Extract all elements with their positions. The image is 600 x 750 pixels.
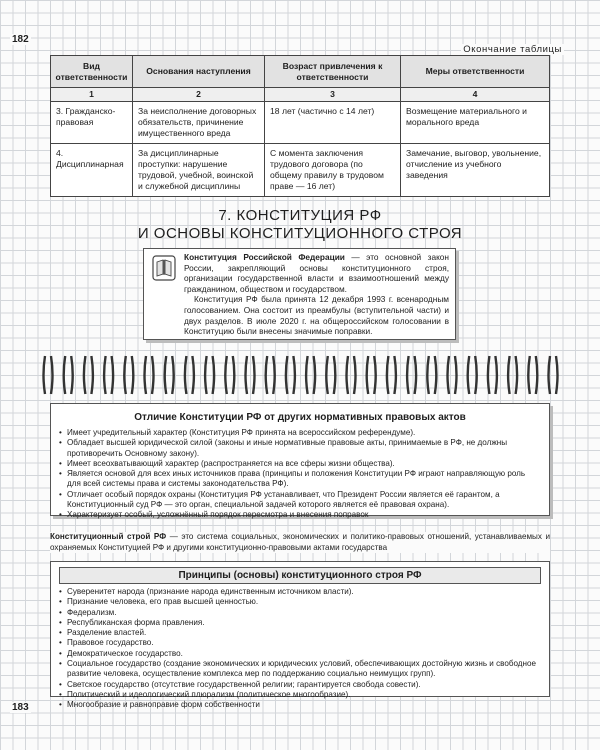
- list-item: • Суверенитет народа (признание народа единственным источником власти).: [59, 587, 541, 597]
- list-item: • Признание человека, его прав высшей ценностью.: [59, 597, 541, 607]
- binding-ring: [528, 356, 537, 394]
- constitutional-order-definition: [50, 532, 550, 553]
- responsibility-table: [50, 55, 550, 197]
- binding-ring: [266, 356, 275, 394]
- binding-ring: [145, 356, 154, 394]
- table-column-number: 2: [133, 88, 265, 102]
- page-number-top: 182: [12, 34, 29, 45]
- principles-list: [51, 586, 549, 715]
- principles-box: [50, 561, 550, 710]
- definition-term: Конституционный строй РФ: [50, 532, 167, 541]
- binding-ring: [367, 356, 376, 394]
- list-item: • Политический и идеологический плюрализм (политическое многообразие).: [59, 690, 541, 700]
- definition-term: Конституция Российской Федерации: [184, 252, 345, 262]
- box-title-wrap: [51, 404, 549, 425]
- constitution-differences-box: [50, 403, 550, 520]
- binding-ring: [64, 356, 73, 394]
- page-number-bottom: 183: [12, 702, 29, 713]
- binding-ring: [44, 356, 53, 394]
- table-header-row: [51, 56, 550, 88]
- binding-ring: [84, 356, 93, 394]
- book-icon: [152, 255, 176, 281]
- definition-body: — это система социальных, экономических и политико-правовых отношений, устанавливаемых и охраняемых Конституцией РФ и другими конституционно-правовыми актами государства: [50, 532, 550, 552]
- table-cell: За дисциплинарные проступки: нарушение трудовой, учебной, воинской и служебной дисциплины: [133, 144, 265, 197]
- list-item: • Многообразие и равноправие форм собственности: [59, 700, 541, 710]
- table-continuation-note: Окончание таблицы: [463, 44, 562, 55]
- definition-text: [184, 252, 449, 294]
- box-title: Отличие Конституции РФ от других нормативных правовых актов: [134, 412, 466, 423]
- binding-ring: [185, 356, 194, 394]
- table-header: Вид ответственности: [51, 56, 133, 88]
- binding-ring: [286, 356, 295, 394]
- binding-ring: [104, 356, 113, 394]
- table-row: [51, 102, 550, 144]
- list-item: • Является основой для всех иных источников права (принципы и положения Конституции РФ играют направляющую роль для всей системы права и системы законодательства РФ).: [59, 469, 541, 490]
- list-item: • Обладает высшей юридической силой (законы и иные нормативные правовые акты, принимаемые в РФ, не должны противоречить Основному закону).: [59, 438, 541, 459]
- table-cell: За неисполнение договорных обязательств, причинение имущественного вреда: [133, 102, 265, 144]
- table-cell: 18 лет (частично с 14 лет): [265, 102, 401, 144]
- list-item: • Правовое государство.: [59, 638, 541, 648]
- table-cell: С момента заключения трудового договора (по общему правилу в трудовом праве — 16 лет): [265, 144, 401, 197]
- table-column-number: 3: [265, 88, 401, 102]
- table-number-row: [51, 88, 550, 102]
- table-cell: 4. Дисциплинарная: [51, 144, 133, 197]
- binding-ring: [427, 356, 436, 394]
- definition-paragraph: Конституция РФ была принята 12 декабря 1993 г. всенародным голосованием. Она состоит из преамбулы (вступительной части) и двух разделов. В июле 2020 г. на общероссийском голосовании в Конституцию были внесены значимые поправки.: [184, 294, 449, 337]
- table-header: Меры ответственности: [401, 56, 550, 88]
- list-item: • Светское государство (отсутствие государственной религии; гарантируется свобода совести).: [59, 680, 541, 690]
- differences-list: [51, 425, 549, 525]
- list-item: • Федерализм.: [59, 608, 541, 618]
- binding-ring: [508, 356, 517, 394]
- binding-ring: [347, 356, 356, 394]
- binding-ring: [205, 356, 214, 394]
- spiral-binding: [38, 352, 562, 398]
- table-header: Возраст привлечения к ответственности: [265, 56, 401, 88]
- binding-ring: [407, 356, 416, 394]
- table-column-number: 1: [51, 88, 133, 102]
- binding-ring: [448, 356, 457, 394]
- table-header: Основания наступления: [133, 56, 265, 88]
- list-item: • Имеет учредительный характер (Конституция РФ принята на всероссийском референдуме).: [59, 428, 541, 438]
- table-row: [51, 144, 550, 197]
- binding-ring: [326, 356, 335, 394]
- binding-ring: [306, 356, 315, 394]
- table-cell: Замечание, выговор, увольнение, отчисление из учебного заведения: [401, 144, 550, 197]
- binding-ring: [124, 356, 133, 394]
- definition-box: [143, 248, 456, 340]
- table-column-number: 4: [401, 88, 550, 102]
- list-item: • Демократическое государство.: [59, 649, 541, 659]
- chapter-title-line-1: 7. КОНСТИТУЦИЯ РФ: [218, 207, 382, 224]
- box-title-wrap: [59, 567, 541, 584]
- list-item: • Характеризует особый, усложнённый порядок пересмотра и внесения поправок: [59, 510, 541, 520]
- binding-ring: [225, 356, 234, 394]
- binding-ring: [488, 356, 497, 394]
- binding-ring: [468, 356, 477, 394]
- list-item: • Разделение властей.: [59, 628, 541, 638]
- definition-body: — это основной закон России, закрепляющий основы конституционного строя, организации государственной власти и взаимоотношений между гражданином, обществом и государством.: [184, 252, 449, 294]
- binding-ring: [246, 356, 255, 394]
- list-item: • Отличает особый порядок охраны (Конституция РФ устанавливает, что Президент России является её гарантом, а Конституционный суд РФ — это орган, специальной задачей которого является её правовая охрана).: [59, 490, 541, 511]
- list-item: • Имеет всеохватывающий характер (распространяется на все сферы жизни общества).: [59, 459, 541, 469]
- table-cell: 3. Гражданско-правовая: [51, 102, 133, 144]
- binding-ring: [549, 356, 558, 394]
- table-cell: Возмещение материального и морального вреда: [401, 102, 550, 144]
- chapter-title-line-2: И ОСНОВЫ КОНСТИТУЦИОННОГО СТРОЯ: [137, 225, 463, 242]
- binding-ring: [387, 356, 396, 394]
- binding-ring: [165, 356, 174, 394]
- list-item: • Социальное государство (создание экономических и юридических условий, обеспечивающих достойную жизнь и свободное развитие человека, осуществление комплекса мер по поддержанию социально неимущих групп).: [59, 659, 541, 680]
- list-item: • Республиканская форма правления.: [59, 618, 541, 628]
- box-title: Принципы (основы) конституционного строя РФ: [178, 570, 422, 581]
